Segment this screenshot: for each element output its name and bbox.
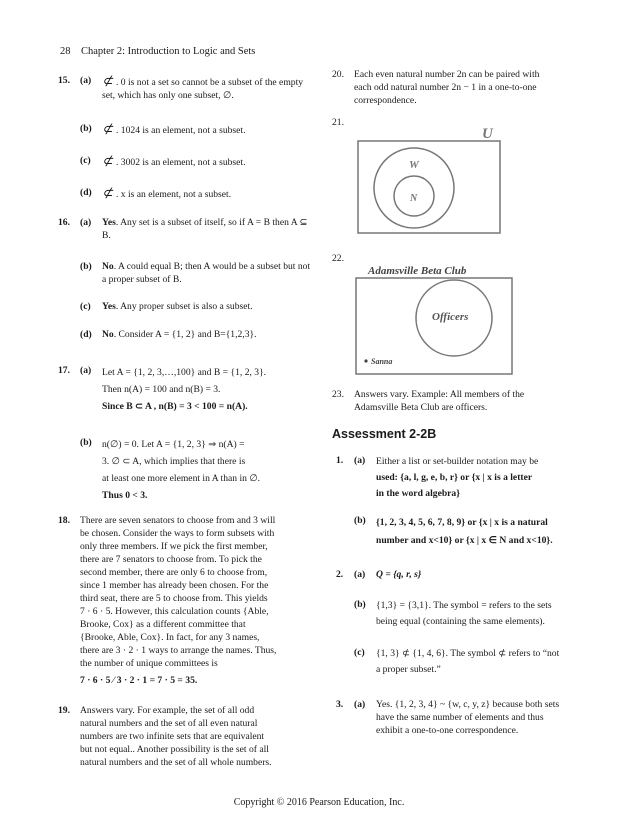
answer-text: Answers vary. Example: All members of the Adamsville Beta Club are officers. — [354, 389, 525, 413]
answer-text: Let A = {1, 2, 3,…,100} and B = {1, 2, 3}. Then n(A) = 100 and n(B) = 3. Since B ⊂ A , n(B) = 3 < 100 = n(A). — [102, 367, 267, 412]
venn-diagram-beta-club — [354, 260, 514, 376]
page-number: 28 — [60, 46, 71, 57]
answer-text: {1, 2, 3, 4, 5, 6, 7, 8, 9} or {x | x is a natural number and x<10} or {x | x ∈ N and x<10}. — [376, 517, 553, 546]
problem-number: 22. — [332, 253, 344, 264]
set-n-label: N — [410, 193, 418, 204]
part-label: (b) — [354, 599, 366, 610]
answer-text: ⊄ . 3002 is an element, not a subset. — [102, 153, 246, 168]
answer-text: {1, 3} ⊄ {1, 4, 6}. The symbol ⊄ refers to “not a proper subset.” — [376, 648, 560, 675]
problem-number: 2. — [336, 569, 344, 580]
problem-number: 15. — [58, 75, 70, 86]
officers-label: Officers — [432, 311, 469, 323]
answer-text: Yes. {1, 2, 3, 4} ~ {w, c, y, z} because both sets have the same number of elements and thus exhibit a one-to-one correspondence. — [376, 699, 560, 736]
answer-text: No. Consider A = {1, 2} and B={1,2,3}. — [102, 329, 257, 340]
answer-text: ⊄ . 1024 is an element, not a subset. — [102, 121, 246, 136]
answer-text: Each even natural number 2n can be paired with each odd natural number 2n − 1 in a one-to-one correspondence. — [354, 69, 540, 106]
not-subset-icon: ⊄ — [102, 73, 113, 88]
problem-number: 3. — [336, 699, 344, 710]
answer-text: {1,3} = {3,1}. The symbol = refers to the sets being equal (containing the same elements). — [376, 600, 552, 627]
part-label: (b) — [354, 515, 366, 526]
answer-text: No. A could equal B; then A would be a subset but not a proper subset of B. — [102, 261, 311, 285]
sanna-point — [364, 359, 367, 362]
problem-number: 16. — [58, 217, 70, 228]
part-label: (d) — [80, 329, 92, 340]
part-label: (b) — [80, 437, 92, 448]
answer-text: Yes. Any proper subset is also a subset. — [102, 301, 253, 312]
part-label: (a) — [80, 365, 92, 376]
problem-number: 1. — [336, 455, 344, 466]
part-label: (c) — [80, 155, 91, 166]
not-subset-icon: ⊄ — [102, 153, 113, 168]
club-title: Adamsville Beta Club — [368, 265, 467, 277]
answer-text: ⊄ . x is an element, not a subset. — [102, 185, 232, 200]
page-footer: Copyright © 2016 Pearson Education, Inc. — [233, 797, 405, 808]
venn-diagram-u-w-n — [354, 124, 504, 236]
answer-text: Either a list or set-builder notation may be used: {a, l, g, e, b, r} or {x | x is a letter in the word algebra} — [376, 456, 539, 499]
part-label: (b) — [80, 261, 92, 272]
not-subset-icon: ⊄ — [102, 185, 113, 200]
universal-set-rect — [358, 141, 500, 233]
problem-number: 19. — [58, 705, 70, 716]
part-label: (a) — [80, 75, 92, 86]
sanna-label: Sanna — [371, 357, 393, 366]
not-subset-icon: ⊄ — [102, 121, 113, 136]
problem-number: 20. — [332, 69, 344, 80]
part-label: (d) — [80, 187, 92, 198]
universal-set-label: U — [482, 126, 493, 142]
answer-text: There are seven senators to choose from and 3 will be chosen. Consider the ways to form subsets with only three members. If we pick the first member, there are 7 senators to choose from. To pick the second member, there are only 6 to choose from, since 1 member has already been chosen. For the third seat, there are 5 to choose from. This yields 7 · 6 · 5. However, this calculation counts {Able, Brooke, Cox} as a different committee that {Brooke, Able, Cox}. In fact, for any 3 names, there are 3 · 2 · 1 ways to arrange the names. Thus, the number of unique committees is 7 · 6 · 5 ⁄ 3 · 2 · 1 = 7 · 5 = 35. — [80, 515, 277, 686]
part-label: (a) — [354, 455, 366, 466]
part-label: (a) — [354, 569, 366, 580]
problem-number: 21. — [332, 117, 344, 128]
answer-text: Yes. Any set is a subset of itself, so if A = B then A ⊆ B. — [102, 217, 308, 241]
answer-text: n(∅) = 0. Let A = {1, 2, 3} ⇒ n(A) = 3. ∅ ⊂ A, which implies that there is at least one more element in A than in ∅. Thus 0 < 3. — [102, 439, 261, 501]
answer-text: Q = {q, r, s} — [376, 569, 422, 580]
problem-number: 18. — [58, 515, 70, 526]
part-label: (a) — [80, 217, 92, 228]
set-w-label: W — [409, 159, 419, 171]
page-header — [60, 46, 255, 57]
part-label: (c) — [80, 301, 91, 312]
section-title: Assessment 2-2B — [332, 427, 437, 441]
problem-number: 23. — [332, 389, 344, 400]
answer-text: ⊄ . 0 is not a set so cannot be a subset of the empty set, which has only one subset, ∅. — [102, 73, 304, 101]
answer-text: Answers vary. For example, the set of all odd natural numbers and the set of all even natural numbers are two infinite sets that are equivalent but not equal.. Another possibility is the set of all natural numbers and the set of all whole numbers. — [80, 705, 272, 768]
chapter-title: Chapter 2: Introduction to Logic and Sets — [81, 46, 256, 57]
problem-number: 17. — [58, 365, 70, 376]
part-label: (a) — [354, 699, 366, 710]
part-label: (c) — [354, 647, 365, 658]
part-label: (b) — [80, 123, 92, 134]
